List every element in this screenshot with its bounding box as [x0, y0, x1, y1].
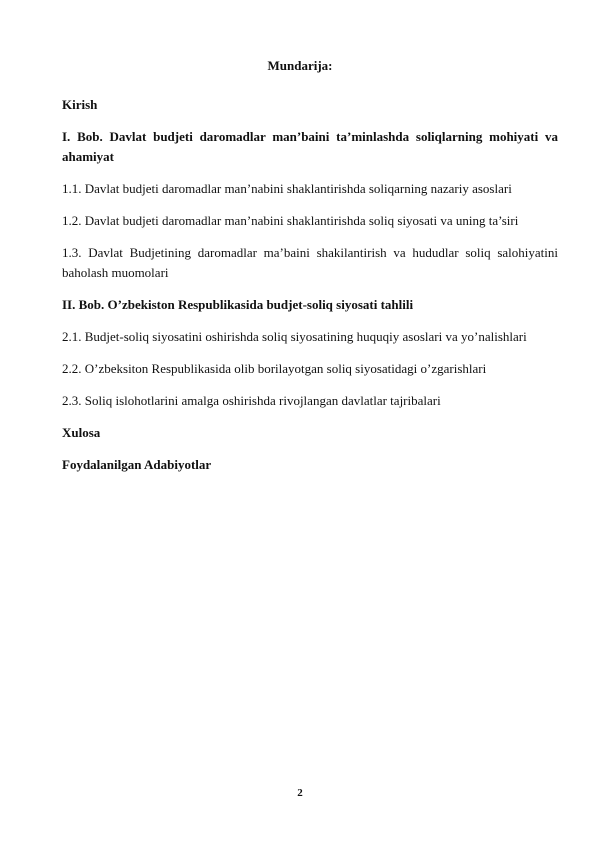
toc-entry-section-2-3: 2.3. Soliq islohotlarini amalga oshirishda rivojlangan davlatlar tajribalari: [62, 393, 441, 408]
toc-entry-conclusion: Xulosa: [62, 425, 101, 440]
toc-entry-chapter-2: II. Bob. O’zbekiston Respublikasida budjet-soliq siyosati tahlili: [62, 297, 414, 312]
toc-entry-section-1-1: 1.1. Davlat budjeti daromadlar man’nabini shaklantirishda soliqarning nazariy asoslari: [62, 181, 512, 196]
toc-entry-section-2-1: 2.1. Budjet-soliq siyosatini oshirishda soliq siyosatining huquqiy asoslari va yo’nalishlari: [62, 329, 527, 344]
toc-entry-chapter-1: I. Bob. Davlat budjeti daromadlar man’baini ta’minlashda soliqlarning mohiyati va ahamiyat: [62, 129, 558, 164]
toc-entry-section-1-3: 1.3. Davlat Budjetining daromadlar ma’baini shakilantirish va hududlar soliq salohiyatini baholash muomolari: [62, 245, 558, 280]
toc-entry-introduction: Kirish: [62, 97, 98, 112]
page-number: 2: [297, 787, 303, 799]
toc-entry-section-2-2: 2.2. O’zbeksiton Respublikasida olib borilayotgan soliq siyosatidagi o’zgarishlari: [62, 361, 487, 376]
page-title: Mundarija:: [267, 58, 333, 73]
toc-entry-section-1-2: 1.2. Davlat budjeti daromadlar man’nabini shaklantirishda soliq siyosati va uning ta’siri: [62, 213, 519, 228]
table-of-contents: [62, 95, 558, 487]
toc-entry-references: Foydalanilgan Adabiyotlar: [62, 457, 212, 472]
